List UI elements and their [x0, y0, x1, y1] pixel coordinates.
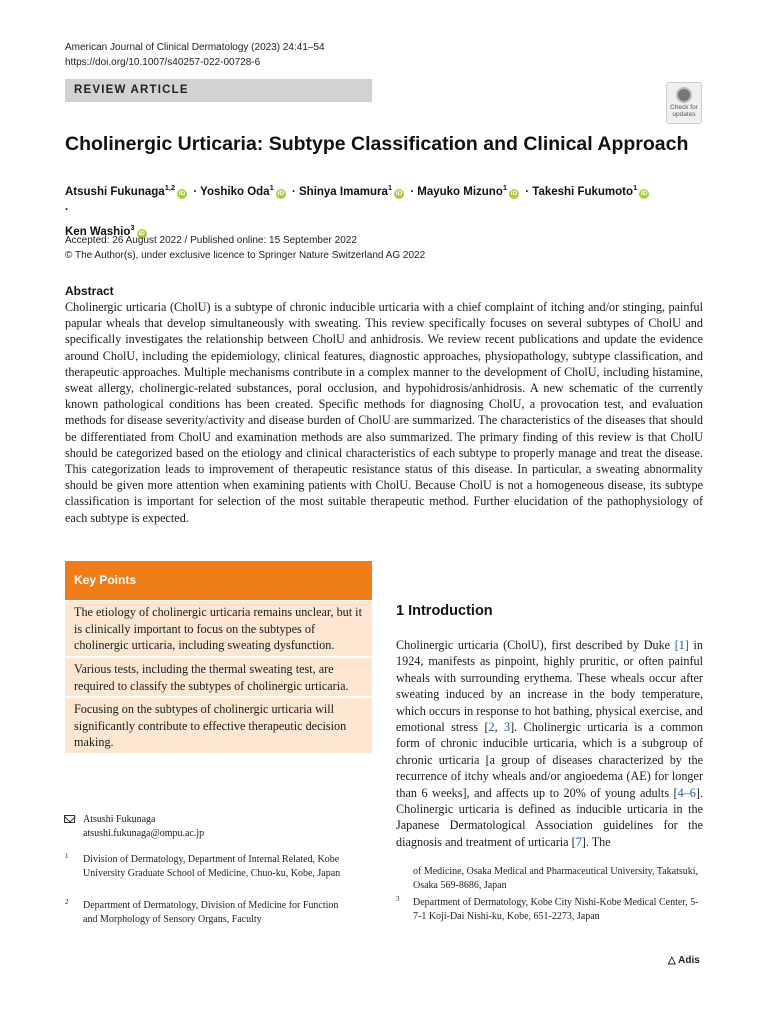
- article-type-banner: REVIEW ARTICLE: [65, 79, 372, 102]
- check-for-updates-badge[interactable]: Check for updates: [666, 82, 702, 124]
- citation-link[interactable]: 4–6: [677, 785, 696, 800]
- affiliation-number: 2: [65, 898, 69, 906]
- author: Shinya Imamura$^1$: [299, 183, 393, 198]
- orcid-icon[interactable]: iD: [640, 189, 648, 197]
- section-heading-introduction: 1 Introduction: [396, 603, 493, 619]
- citation-link[interactable]: 2: [488, 720, 495, 735]
- author: Takeshi Fukumoto$^1$: [532, 183, 638, 198]
- affiliation-number: 3: [396, 895, 400, 903]
- affiliation-number: 1: [65, 852, 69, 860]
- introduction-paragraph: Cholinergic urticaria (CholU), first described by Duke [1] in 1924, manifests as pinpoint, highly pruritic, or often painful wheals with surrounding erythema. These wheals occur after sweating induced by an increase in the body temperature, which occurs in response to hot bathing, physical exercise, and emotional stress [2, 3]. Cholinergic urticaria is a common form of chronic inducible urticaria, which is a subgroup of chronic urticaria [a group of diseases characterized by the recurrence of itchy wheals and/or angioedema (AE) for longer than 6 weeks], and affects up to 20% of young adults [4–6]. Cholinergic urticaria is defined as inducible urticaria in the Japanese Dermatological Association guidelines for the diagnosis and treatment of urticaria [7]. The: [396, 638, 704, 849]
- orcid-icon[interactable]: iD: [138, 229, 145, 237]
- author: Ken Washio$^3$: [65, 222, 135, 238]
- envelope-icon: [64, 815, 75, 823]
- email-link[interactable]: atsushi.fukunaga@ompu.ac.jp: [83, 828, 205, 839]
- abstract-heading: Abstract: [65, 284, 114, 298]
- article-title: Cholinergic Urticaria: Subtype Classification and Clinical Approach: [65, 133, 689, 155]
- orcid-icon[interactable]: iD: [277, 189, 285, 197]
- doi-link[interactable]: https://doi.org/10.1007/s40257-022-00728-6: [65, 57, 261, 68]
- publication-dates: [65, 234, 425, 263]
- citation-link[interactable]: 3: [504, 720, 511, 735]
- key-point-item: Focusing on the subtypes of cholinergic urticaria will significantly contribute to effective therapeutic decision making.: [65, 698, 372, 753]
- abstract-text: Cholinergic urticaria (CholU) is a subtype of chronic inducible urticaria with a chief complaint of itching and/or stinging, painful papular wheals that develop simultaneously with sweating. This review specifically focuses on several subtypes of CholU and specifically investigates the relationship between CholU and anhidrosis. We review recent publications and update the evidence around CholU, including the epidemiology, clinical features, diagnostic approaches, physiopathology, subtype classification, and therapeutic approaches. Multiple mechanisms contribute in a complex manner to the development of CholU, including histamine, sweat allergy, cholinergic-related substances, poral occlusion, and hypohidrosis/anhidrosis. A new schematic of the currently known pathological conditions has been created. Specific methods for diagnosing CholU, a provocation test, and evaluation methods for disease severity/activity and disease burden of CholU are summarized. The characteristics of the diseases that should be differentiated from CholU and examination methods are also summarized. The primary finding of this review is that CholU should be categorized based on the etiology and clinical characteristics of each subtype to properly manage and treat the disease. This categorization leads to improvement of therapeutic resistance status of this disease. In particular, a sweating abnormality should be given more attention when examining patients with CholU. Because CholU is not a homogeneous disease, its subtype classification is important for selection of the most suitable therapeutic method. Further elucidation of the pathophysiology of each subtype is expected.: [65, 300, 703, 525]
- journal-citation: American Journal of Clinical Dermatology (2023) 24:41–54: [65, 42, 325, 53]
- accepted-date: Accepted: 26 August 2022 / Published online: 15 September 2022: [65, 235, 357, 246]
- author-list: Atsushi Fukunaga$^{1,2}$iD · Yoshiko Oda$^1$iD · Shinya Imamura$^1$iD · Mayuko Mizuno$^1$iD · Takeshi Fukumoto$^1$iD · Ken Washio$^3$iD: [65, 183, 648, 238]
- affiliation: Division of Dermatology, Department of Internal Related, Kobe University Graduate School of Medicine, Chuo-ku, Kobe, Japan: [83, 854, 341, 879]
- copyright-line: © The Author(s), under exclusive licence to Springer Nature Switzerland AG 2022: [65, 249, 426, 261]
- check-updates-icon: [676, 87, 692, 103]
- affiliation: Department of Dermatology, Division of Medicine for Function and Morphology of Sensory Organs, Faculty: [83, 900, 339, 925]
- correspondence: [83, 813, 204, 841]
- key-points-heading: Key Points: [65, 561, 372, 600]
- author: Yoshiko Oda$^1$: [200, 183, 274, 198]
- citation-link[interactable]: 7: [575, 834, 582, 849]
- corresponding-author: Atsushi Fukunaga: [83, 814, 156, 825]
- author: Atsushi Fukunaga$^{1,2}$: [65, 183, 176, 198]
- author: Mayuko Mizuno$^1$: [417, 183, 508, 198]
- citation-link[interactable]: [1]: [674, 638, 689, 652]
- affiliation: Department of Dermatology, Kobe City Nishi-Kobe Medical Center, 5-7-1 Koji-Dai Nishi-ku, Kobe, 651-2273, Japan: [413, 897, 699, 922]
- orcid-icon[interactable]: iD: [178, 189, 186, 197]
- publisher-logo: △ Adis: [668, 955, 700, 966]
- orcid-icon[interactable]: iD: [395, 189, 403, 197]
- affiliation-continued: of Medicine, Osaka Medical and Pharmaceutical University, Takatsuki, Osaka 569-8686, Japan: [413, 866, 699, 891]
- key-point-item: Various tests, including the thermal sweating test, are required to classify the subtypes of cholinergic urticaria.: [65, 658, 372, 696]
- journal-header: [65, 40, 325, 70]
- triangle-logo-icon: △: [668, 955, 676, 966]
- key-point-item: The etiology of cholinergic urticaria remains unclear, but it is clinically important to focus on the subtypes of cholinergic urticaria, including sweating dysfunction.: [65, 601, 372, 656]
- orcid-icon[interactable]: iD: [510, 189, 518, 197]
